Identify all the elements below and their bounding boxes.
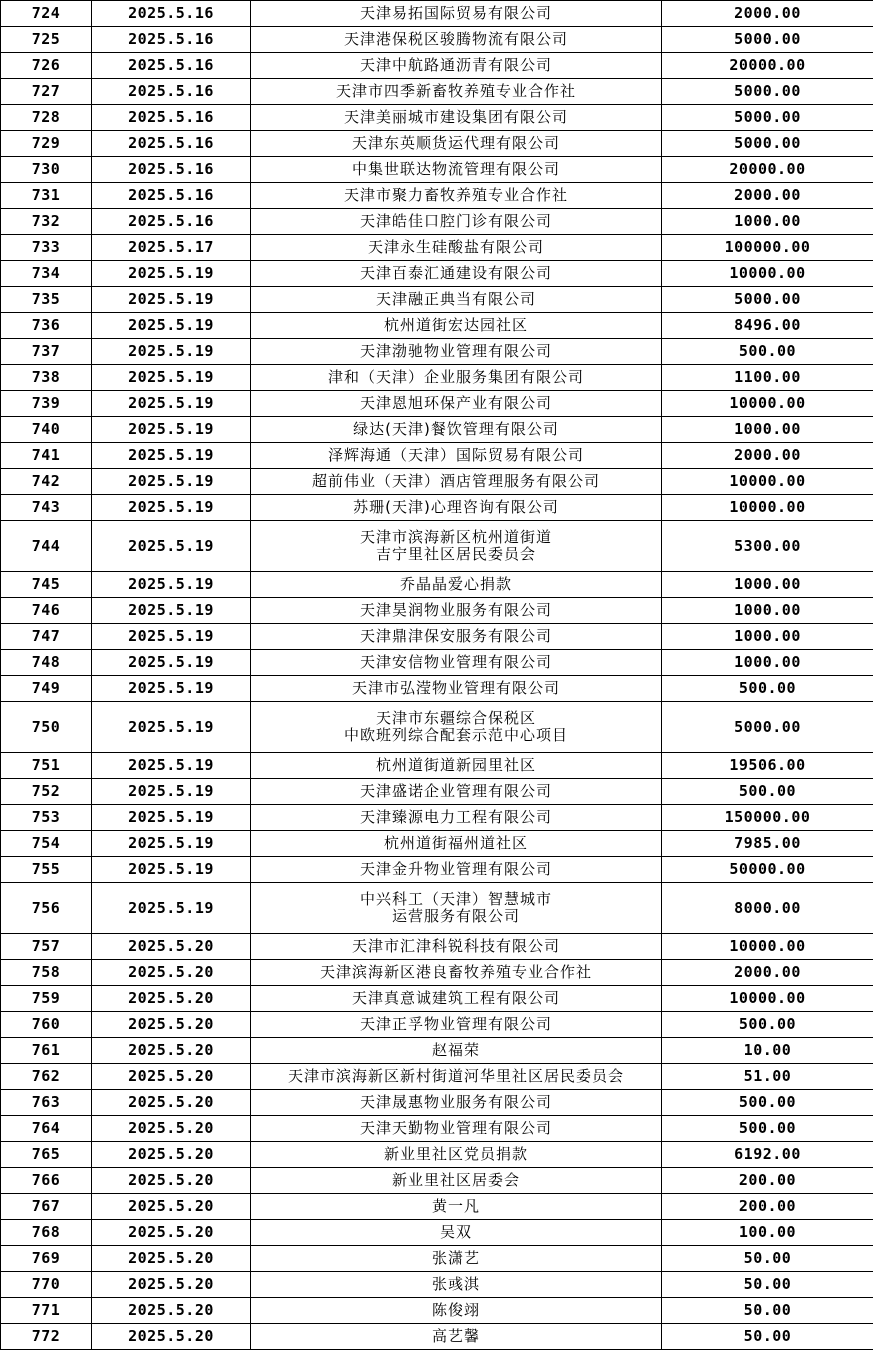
donor-name-line: 中欧班列综合配套示范中心项目: [253, 727, 659, 744]
row-number-cell: 730: [1, 157, 92, 183]
table-row: [1, 1, 873, 27]
donor-name-line: 天津真意诚建筑工程有限公司: [253, 990, 659, 1007]
donor-name-cell: [251, 805, 662, 831]
date-cell: 2025.5.19: [92, 417, 251, 443]
donor-name-cell: [251, 365, 662, 391]
amount-cell: 200.00: [662, 1168, 873, 1194]
row-number-cell: 727: [1, 79, 92, 105]
row-number-cell: 766: [1, 1168, 92, 1194]
table-row: [1, 521, 873, 572]
donor-name-cell: [251, 1142, 662, 1168]
amount-cell: 50.00: [662, 1246, 873, 1272]
donor-name-cell: [251, 417, 662, 443]
date-cell: 2025.5.19: [92, 495, 251, 521]
donor-name-line: 天津市滨海新区杭州道街道: [253, 529, 659, 546]
table-row: [1, 53, 873, 79]
date-cell: 2025.5.19: [92, 572, 251, 598]
date-cell: 2025.5.16: [92, 27, 251, 53]
donor-name-line: 天津渤驰物业管理有限公司: [253, 343, 659, 360]
donor-name-cell: [251, 572, 662, 598]
row-number-cell: 731: [1, 183, 92, 209]
donor-name-cell: [251, 1116, 662, 1142]
amount-cell: 2000.00: [662, 1, 873, 27]
donor-name-line: 杭州道街福州道社区: [253, 835, 659, 852]
row-number-cell: 771: [1, 1298, 92, 1324]
row-number-cell: 756: [1, 883, 92, 934]
table-row: [1, 105, 873, 131]
donor-name-line: 赵福荣: [253, 1042, 659, 1059]
donor-name-cell: [251, 857, 662, 883]
donor-name-cell: [251, 209, 662, 235]
donor-name-line: 天津金升物业管理有限公司: [253, 861, 659, 878]
amount-cell: 19506.00: [662, 753, 873, 779]
date-cell: 2025.5.20: [92, 1168, 251, 1194]
date-cell: 2025.5.20: [92, 1246, 251, 1272]
date-cell: 2025.5.19: [92, 624, 251, 650]
row-number-cell: 726: [1, 53, 92, 79]
amount-cell: 1000.00: [662, 572, 873, 598]
donor-name-cell: [251, 53, 662, 79]
donor-name-line: 吉宁里社区居民委员会: [253, 546, 659, 563]
table-row: [1, 391, 873, 417]
donor-name-cell: [251, 1090, 662, 1116]
amount-cell: 8000.00: [662, 883, 873, 934]
donor-name-cell: [251, 131, 662, 157]
donor-name-line: 泽辉海通（天津）国际贸易有限公司: [253, 447, 659, 464]
donor-name-line: 杭州道街宏达园社区: [253, 317, 659, 334]
table-row: [1, 753, 873, 779]
donor-name-cell: [251, 831, 662, 857]
donor-name-cell: [251, 650, 662, 676]
amount-cell: 1100.00: [662, 365, 873, 391]
row-number-cell: 758: [1, 960, 92, 986]
date-cell: 2025.5.20: [92, 1090, 251, 1116]
date-cell: 2025.5.19: [92, 313, 251, 339]
table-row: [1, 1168, 873, 1194]
amount-cell: 10000.00: [662, 986, 873, 1012]
row-number-cell: 750: [1, 702, 92, 753]
date-cell: 2025.5.19: [92, 365, 251, 391]
table-row: [1, 934, 873, 960]
table-row: [1, 986, 873, 1012]
amount-cell: 10000.00: [662, 934, 873, 960]
amount-cell: 50.00: [662, 1298, 873, 1324]
date-cell: 2025.5.20: [92, 986, 251, 1012]
donor-name-line: 天津昊润物业服务有限公司: [253, 602, 659, 619]
donor-name-cell: [251, 753, 662, 779]
table-row: [1, 650, 873, 676]
row-number-cell: 765: [1, 1142, 92, 1168]
donor-name-line: 运营服务有限公司: [253, 908, 659, 925]
amount-cell: 50.00: [662, 1272, 873, 1298]
donor-name-line: 天津滨海新区港良畜牧养殖专业合作社: [253, 964, 659, 981]
row-number-cell: 760: [1, 1012, 92, 1038]
row-number-cell: 770: [1, 1272, 92, 1298]
row-number-cell: 752: [1, 779, 92, 805]
row-number-cell: 754: [1, 831, 92, 857]
date-cell: 2025.5.20: [92, 960, 251, 986]
donor-name-line: 杭州道街道新园里社区: [253, 757, 659, 774]
table-row: [1, 624, 873, 650]
donor-name-cell: [251, 624, 662, 650]
row-number-cell: 738: [1, 365, 92, 391]
amount-cell: 5000.00: [662, 79, 873, 105]
row-number-cell: 728: [1, 105, 92, 131]
date-cell: 2025.5.19: [92, 261, 251, 287]
amount-cell: 50000.00: [662, 857, 873, 883]
table-row: [1, 779, 873, 805]
donor-name-line: 天津正孚物业管理有限公司: [253, 1016, 659, 1033]
donor-name-cell: [251, 443, 662, 469]
amount-cell: 100.00: [662, 1220, 873, 1246]
donor-name-line: 天津市弘滢物业管理有限公司: [253, 680, 659, 697]
donor-name-line: 新业里社区居委会: [253, 1172, 659, 1189]
row-number-cell: 734: [1, 261, 92, 287]
row-number-cell: 742: [1, 469, 92, 495]
date-cell: 2025.5.20: [92, 1194, 251, 1220]
table-row: [1, 27, 873, 53]
row-number-cell: 747: [1, 624, 92, 650]
date-cell: 2025.5.19: [92, 779, 251, 805]
date-cell: 2025.5.19: [92, 443, 251, 469]
row-number-cell: 743: [1, 495, 92, 521]
table-row: [1, 1272, 873, 1298]
row-number-cell: 767: [1, 1194, 92, 1220]
donor-name-line: 天津皓佳口腔门诊有限公司: [253, 213, 659, 230]
donor-name-line: 天津安信物业管理有限公司: [253, 654, 659, 671]
row-number-cell: 762: [1, 1064, 92, 1090]
donor-name-cell: [251, 235, 662, 261]
table-row: [1, 572, 873, 598]
amount-cell: 5000.00: [662, 287, 873, 313]
date-cell: 2025.5.19: [92, 831, 251, 857]
donor-name-line: 天津美丽城市建设集团有限公司: [253, 109, 659, 126]
table-row: [1, 313, 873, 339]
amount-cell: 5000.00: [662, 27, 873, 53]
donor-name-line: 陈俊翊: [253, 1302, 659, 1319]
donor-name-cell: [251, 1220, 662, 1246]
table-row: [1, 131, 873, 157]
amount-cell: 5000.00: [662, 105, 873, 131]
donor-name-line: 天津永生硅酸盐有限公司: [253, 239, 659, 256]
donor-name-cell: [251, 1, 662, 27]
table-row: [1, 883, 873, 934]
donor-name-line: 超前伟业（天津）酒店管理服务有限公司: [253, 473, 659, 490]
donor-name-line: 苏珊(天津)心理咨询有限公司: [253, 499, 659, 516]
table-row: [1, 676, 873, 702]
row-number-cell: 753: [1, 805, 92, 831]
date-cell: 2025.5.19: [92, 857, 251, 883]
row-number-cell: 724: [1, 1, 92, 27]
table-row: [1, 1194, 873, 1220]
row-number-cell: 769: [1, 1246, 92, 1272]
date-cell: 2025.5.19: [92, 753, 251, 779]
donor-name-cell: [251, 934, 662, 960]
donor-name-cell: [251, 779, 662, 805]
donor-name-cell: [251, 495, 662, 521]
amount-cell: 150000.00: [662, 805, 873, 831]
donor-name-cell: [251, 313, 662, 339]
donor-name-cell: [251, 1012, 662, 1038]
amount-cell: 50.00: [662, 1324, 873, 1350]
table-row: [1, 598, 873, 624]
amount-cell: 51.00: [662, 1064, 873, 1090]
table-row: [1, 1064, 873, 1090]
date-cell: 2025.5.20: [92, 1116, 251, 1142]
row-number-cell: 761: [1, 1038, 92, 1064]
date-cell: 2025.5.20: [92, 1064, 251, 1090]
date-cell: 2025.5.19: [92, 598, 251, 624]
table-row: [1, 365, 873, 391]
table-row: [1, 79, 873, 105]
date-cell: 2025.5.20: [92, 1324, 251, 1350]
date-cell: 2025.5.19: [92, 287, 251, 313]
row-number-cell: 763: [1, 1090, 92, 1116]
row-number-cell: 729: [1, 131, 92, 157]
table-row: [1, 339, 873, 365]
donor-name-line: 张潇艺: [253, 1250, 659, 1267]
date-cell: 2025.5.19: [92, 469, 251, 495]
date-cell: 2025.5.19: [92, 339, 251, 365]
amount-cell: 10.00: [662, 1038, 873, 1064]
amount-cell: 7985.00: [662, 831, 873, 857]
table-row: [1, 469, 873, 495]
amount-cell: 10000.00: [662, 261, 873, 287]
amount-cell: 5300.00: [662, 521, 873, 572]
date-cell: 2025.5.16: [92, 209, 251, 235]
amount-cell: 1000.00: [662, 417, 873, 443]
donor-name-line: 天津市东疆综合保税区: [253, 710, 659, 727]
table-row: [1, 857, 873, 883]
date-cell: 2025.5.19: [92, 391, 251, 417]
date-cell: 2025.5.16: [92, 105, 251, 131]
donor-name-cell: [251, 1246, 662, 1272]
amount-cell: 500.00: [662, 779, 873, 805]
donor-name-cell: [251, 676, 662, 702]
amount-cell: 10000.00: [662, 495, 873, 521]
donor-name-cell: [251, 339, 662, 365]
donor-name-line: 天津中航路通沥青有限公司: [253, 57, 659, 74]
donor-name-line: 天津臻源电力工程有限公司: [253, 809, 659, 826]
amount-cell: 2000.00: [662, 960, 873, 986]
date-cell: 2025.5.19: [92, 650, 251, 676]
donor-name-line: 天津天勤物业管理有限公司: [253, 1120, 659, 1137]
amount-cell: 1000.00: [662, 650, 873, 676]
donor-name-line: 天津市四季新畜牧养殖专业合作社: [253, 83, 659, 100]
row-number-cell: 751: [1, 753, 92, 779]
date-cell: 2025.5.16: [92, 53, 251, 79]
amount-cell: 500.00: [662, 339, 873, 365]
amount-cell: 2000.00: [662, 443, 873, 469]
date-cell: 2025.5.20: [92, 1272, 251, 1298]
table-row: [1, 1090, 873, 1116]
donor-name-line: 天津港保税区骏腾物流有限公司: [253, 31, 659, 48]
table-body: [1, 1, 873, 1350]
donor-name-line: 高艺馨: [253, 1328, 659, 1345]
row-number-cell: 733: [1, 235, 92, 261]
date-cell: 2025.5.16: [92, 79, 251, 105]
donor-name-line: 绿达(天津)餐饮管理有限公司: [253, 421, 659, 438]
amount-cell: 2000.00: [662, 183, 873, 209]
date-cell: 2025.5.20: [92, 934, 251, 960]
amount-cell: 1000.00: [662, 598, 873, 624]
table-row: [1, 157, 873, 183]
row-number-cell: 725: [1, 27, 92, 53]
date-cell: 2025.5.16: [92, 157, 251, 183]
table-row: [1, 1324, 873, 1350]
donor-name-cell: [251, 1324, 662, 1350]
table-row: [1, 261, 873, 287]
donor-name-cell: [251, 1168, 662, 1194]
table-row: [1, 1246, 873, 1272]
donor-name-line: 天津盛诺企业管理有限公司: [253, 783, 659, 800]
amount-cell: 500.00: [662, 1012, 873, 1038]
date-cell: 2025.5.19: [92, 521, 251, 572]
table-row: [1, 183, 873, 209]
table-row: [1, 495, 873, 521]
amount-cell: 500.00: [662, 1116, 873, 1142]
donor-name-line: 天津恩旭环保产业有限公司: [253, 395, 659, 412]
row-number-cell: 739: [1, 391, 92, 417]
row-number-cell: 736: [1, 313, 92, 339]
table-row: [1, 831, 873, 857]
donor-name-line: 张彧淇: [253, 1276, 659, 1293]
donor-name-cell: [251, 1038, 662, 1064]
row-number-cell: 741: [1, 443, 92, 469]
donor-name-line: 天津市汇津科锐科技有限公司: [253, 938, 659, 955]
table-row: [1, 1116, 873, 1142]
donor-name-line: 新业里社区党员捐款: [253, 1146, 659, 1163]
donor-name-line: 天津易拓国际贸易有限公司: [253, 5, 659, 22]
row-number-cell: 748: [1, 650, 92, 676]
row-number-cell: 740: [1, 417, 92, 443]
amount-cell: 20000.00: [662, 157, 873, 183]
table-row: [1, 287, 873, 313]
donor-name-line: 吴双: [253, 1224, 659, 1241]
date-cell: 2025.5.19: [92, 702, 251, 753]
table-row: [1, 209, 873, 235]
donor-name-line: 天津晟惠物业服务有限公司: [253, 1094, 659, 1111]
date-cell: 2025.5.20: [92, 1038, 251, 1064]
table-row: [1, 1012, 873, 1038]
date-cell: 2025.5.16: [92, 183, 251, 209]
donor-name-cell: [251, 1298, 662, 1324]
amount-cell: 1000.00: [662, 209, 873, 235]
donor-name-line: 乔晶晶爱心捐款: [253, 576, 659, 593]
donor-name-line: 黄一凡: [253, 1198, 659, 1215]
amount-cell: 200.00: [662, 1194, 873, 1220]
donor-name-cell: [251, 1272, 662, 1298]
table-row: [1, 235, 873, 261]
donor-name-line: 中集世联达物流管理有限公司: [253, 161, 659, 178]
table-row: [1, 1298, 873, 1324]
amount-cell: 10000.00: [662, 469, 873, 495]
date-cell: 2025.5.19: [92, 676, 251, 702]
donor-name-cell: [251, 960, 662, 986]
date-cell: 2025.5.20: [92, 1220, 251, 1246]
donor-name-line: 天津市滨海新区新村街道河华里社区居民委员会: [253, 1068, 659, 1085]
donor-name-line: 天津市聚力畜牧养殖专业合作社: [253, 187, 659, 204]
table-row: [1, 443, 873, 469]
date-cell: 2025.5.16: [92, 1, 251, 27]
date-cell: 2025.5.16: [92, 131, 251, 157]
amount-cell: 5000.00: [662, 702, 873, 753]
donor-name-cell: [251, 79, 662, 105]
amount-cell: 5000.00: [662, 131, 873, 157]
donor-name-cell: [251, 287, 662, 313]
donor-name-cell: [251, 521, 662, 572]
date-cell: 2025.5.20: [92, 1142, 251, 1168]
donor-name-cell: [251, 986, 662, 1012]
date-cell: 2025.5.17: [92, 235, 251, 261]
table-row: [1, 960, 873, 986]
donor-name-cell: [251, 261, 662, 287]
row-number-cell: 768: [1, 1220, 92, 1246]
date-cell: 2025.5.19: [92, 883, 251, 934]
amount-cell: 1000.00: [662, 624, 873, 650]
donor-name-cell: [251, 105, 662, 131]
donor-name-line: 天津鼎津保安服务有限公司: [253, 628, 659, 645]
row-number-cell: 735: [1, 287, 92, 313]
donor-name-line: 中兴科工（天津）智慧城市: [253, 891, 659, 908]
donor-name-cell: [251, 469, 662, 495]
donor-name-cell: [251, 702, 662, 753]
donor-name-cell: [251, 157, 662, 183]
date-cell: 2025.5.20: [92, 1298, 251, 1324]
donor-name-cell: [251, 598, 662, 624]
row-number-cell: 772: [1, 1324, 92, 1350]
row-number-cell: 759: [1, 986, 92, 1012]
donor-name-line: 天津东英顺货运代理有限公司: [253, 135, 659, 152]
donor-name-cell: [251, 391, 662, 417]
donor-name-cell: [251, 27, 662, 53]
row-number-cell: 746: [1, 598, 92, 624]
donor-name-cell: [251, 883, 662, 934]
row-number-cell: 755: [1, 857, 92, 883]
date-cell: 2025.5.19: [92, 805, 251, 831]
amount-cell: 500.00: [662, 1090, 873, 1116]
donor-name-cell: [251, 183, 662, 209]
row-number-cell: 749: [1, 676, 92, 702]
table-row: [1, 1038, 873, 1064]
donor-name-cell: [251, 1064, 662, 1090]
row-number-cell: 737: [1, 339, 92, 365]
row-number-cell: 744: [1, 521, 92, 572]
amount-cell: 6192.00: [662, 1142, 873, 1168]
row-number-cell: 764: [1, 1116, 92, 1142]
donor-name-line: 天津融正典当有限公司: [253, 291, 659, 308]
table-row: [1, 805, 873, 831]
row-number-cell: 757: [1, 934, 92, 960]
amount-cell: 10000.00: [662, 391, 873, 417]
table-row: [1, 1220, 873, 1246]
table-row: [1, 702, 873, 753]
date-cell: 2025.5.20: [92, 1012, 251, 1038]
table-row: [1, 1142, 873, 1168]
donor-name-line: 津和（天津）企业服务集团有限公司: [253, 369, 659, 386]
amount-cell: 100000.00: [662, 235, 873, 261]
donor-name-cell: [251, 1194, 662, 1220]
row-number-cell: 732: [1, 209, 92, 235]
amount-cell: 8496.00: [662, 313, 873, 339]
row-number-cell: 745: [1, 572, 92, 598]
donor-name-line: 天津百泰汇通建设有限公司: [253, 265, 659, 282]
table-row: [1, 417, 873, 443]
amount-cell: 20000.00: [662, 53, 873, 79]
amount-cell: 500.00: [662, 676, 873, 702]
